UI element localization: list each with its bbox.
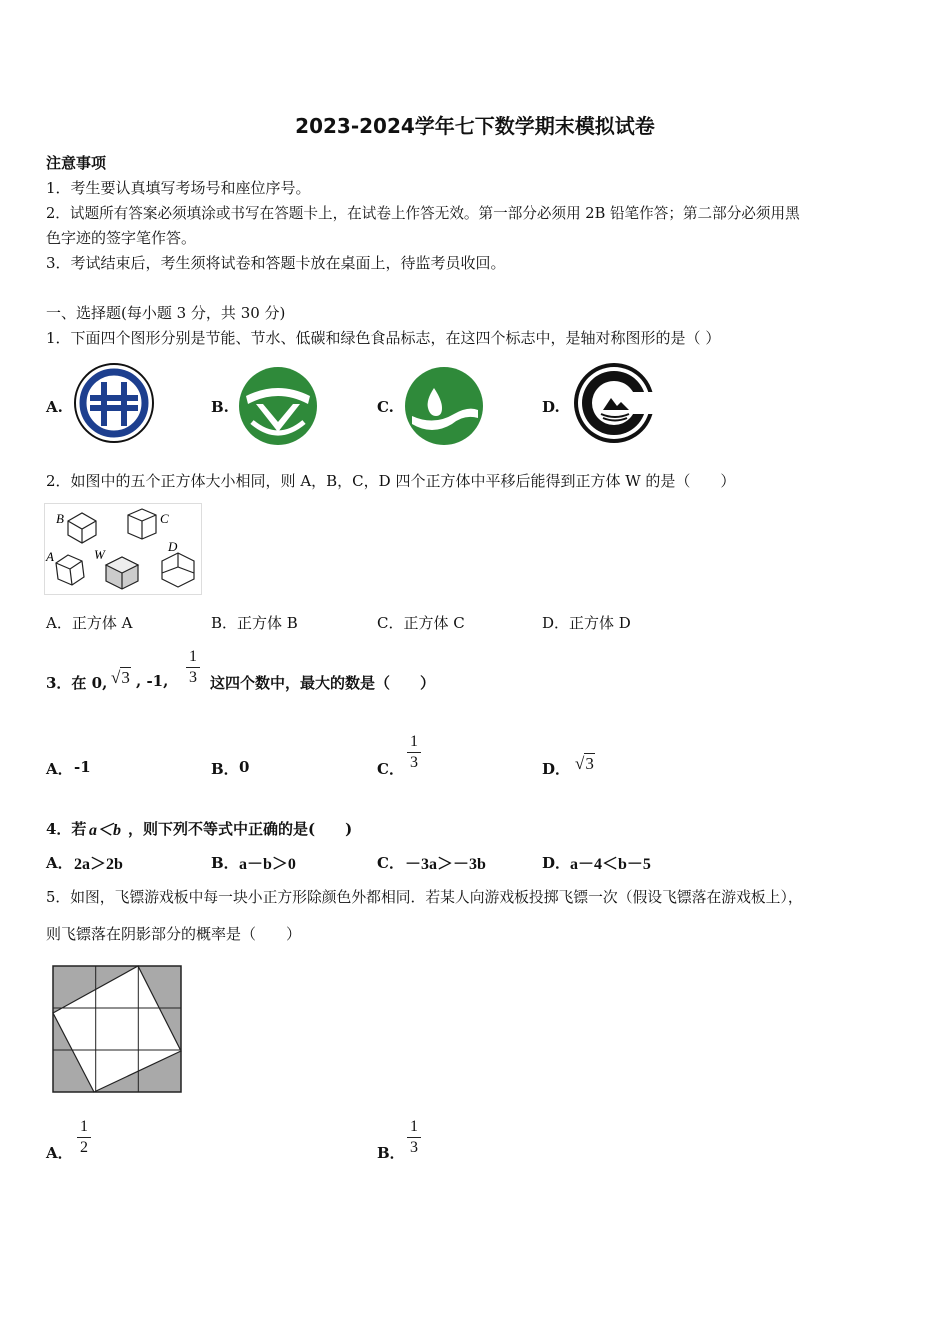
- q5-stem-1: 5．如图，飞镖游戏板中每一块小正方形除颜色外都相同．若某人向游戏板投掷飞镖一次（假设飞镖落在游戏板上），: [46, 889, 803, 906]
- q2-option-b[interactable]: B．正方体 B: [211, 614, 298, 632]
- q4-option-a: 2a＞2b: [74, 856, 123, 873]
- low-carbon-logo-icon: [404, 366, 484, 446]
- q2-option-d[interactable]: D．正方体 D: [542, 614, 631, 632]
- q5-stem-2: 则飞镖落在阴影部分的概率是（ ）: [46, 925, 302, 943]
- q3-option-c-label[interactable]: C．: [377, 760, 404, 778]
- q3-frac-den: 3: [189, 669, 197, 686]
- q5-option-b-fraction: [407, 1118, 421, 1157]
- q4-stem-pre: 4．若: [46, 820, 87, 838]
- cube-label-a: A: [46, 549, 54, 564]
- q1-option-a-label[interactable]: A.: [46, 398, 63, 416]
- green-food-logo-icon: [573, 362, 655, 444]
- q3-option-b-value: 0: [239, 758, 250, 776]
- q3-stem-mid: , -1,: [136, 672, 169, 690]
- q3-stem-end: 这四个数中，最大的数是（ ）: [210, 674, 436, 692]
- q3-option-a-value: -1: [74, 758, 91, 776]
- q3-option-b-label[interactable]: B．: [211, 760, 239, 778]
- q1-option-d-label[interactable]: D.: [542, 398, 560, 416]
- q1-option-c-label[interactable]: C.: [377, 398, 394, 416]
- cube-label-c: C: [160, 511, 169, 526]
- q4-option-d-label[interactable]: D．: [542, 854, 571, 872]
- notice-item-2b: 色字迹的签字笔作答。: [46, 229, 197, 247]
- notice-heading: 注意事项: [46, 154, 107, 172]
- q3-sqrt3: √3: [111, 668, 130, 687]
- cube-label-b: B: [56, 511, 64, 526]
- cube-label-d: D: [168, 539, 178, 554]
- q1-stem: 1．下面四个图形分别是节能、节水、低碳和绿色食品标志，在这四个标志中，是轴对称图形的是（ ）: [46, 329, 721, 347]
- q3-frac-num: 1: [189, 648, 197, 665]
- q2-stem: 2．如图中的五个正方体大小相同，则 A，B，C，D 四个正方体中平移后能得到正方体 W 的是（ ）: [46, 472, 736, 490]
- notice-item-1: 1．考生要认真填写考场号和座位序号。: [46, 179, 311, 197]
- q3-option-c-fraction: [407, 733, 421, 772]
- cube-label-w: W: [94, 547, 105, 562]
- q3-fraction: [186, 648, 200, 687]
- q4-option-b-label[interactable]: B．: [211, 854, 239, 872]
- q5-option-b-label[interactable]: B．: [377, 1144, 405, 1162]
- q3-c-num: 1: [410, 733, 418, 750]
- section-heading: 一、选择题(每小题 3 分，共 30 分): [46, 304, 286, 322]
- q4-option-a-label[interactable]: A．: [46, 854, 73, 872]
- q3-option-d-sqrt: √3: [575, 754, 594, 773]
- q2-cubes-figure: [44, 503, 202, 595]
- q5-option-a-label[interactable]: A．: [46, 1144, 73, 1162]
- q4-option-b: a－b＞0: [239, 856, 296, 873]
- q3-c-den: 3: [410, 754, 418, 771]
- notice-item-3: 3．考试结束后，考生须将试卷和答题卡放在桌面上，待监考员收回。: [46, 254, 506, 272]
- q5-b-den: 3: [410, 1139, 418, 1156]
- q4-option-c-label[interactable]: C．: [377, 854, 404, 872]
- q3-option-a-label[interactable]: A．: [46, 760, 73, 778]
- q2-option-a[interactable]: A．正方体 A: [46, 614, 133, 632]
- energy-saving-logo-icon: [73, 362, 155, 444]
- water-saving-logo-icon: [238, 366, 318, 446]
- q4-stem-var: a＜b: [89, 822, 122, 839]
- q2-option-c[interactable]: C．正方体 C: [377, 614, 465, 632]
- page-title: 2023-2024学年七下数学期末模拟试卷: [295, 114, 655, 138]
- q5-a-num: 1: [80, 1118, 88, 1135]
- q3-sqrt3-radicand: 3: [121, 668, 130, 687]
- q4-stem-post: ，则下列不等式中正确的是( ): [128, 820, 353, 838]
- q5-option-a-fraction: [77, 1118, 91, 1157]
- q5-b-num: 1: [410, 1118, 418, 1135]
- q5-a-den: 2: [80, 1139, 88, 1156]
- q4-option-c: －3a＞－3b: [405, 856, 486, 873]
- q4-option-d: a－4＜b－5: [570, 856, 651, 873]
- q3-stem-start: 3．在 0,: [46, 674, 108, 692]
- notice-item-2a: 2．试题所有答案必须填涂或书写在答题卡上，在试卷上作答无效。第一部分必须用 2B 铅笔作答；第二部分必须用黑: [46, 205, 800, 222]
- q3-d-radicand: 3: [585, 754, 594, 773]
- q3-option-d-label[interactable]: D．: [542, 760, 571, 778]
- q5-dartboard-figure: [52, 965, 182, 1093]
- q1-option-b-label[interactable]: B.: [211, 398, 229, 416]
